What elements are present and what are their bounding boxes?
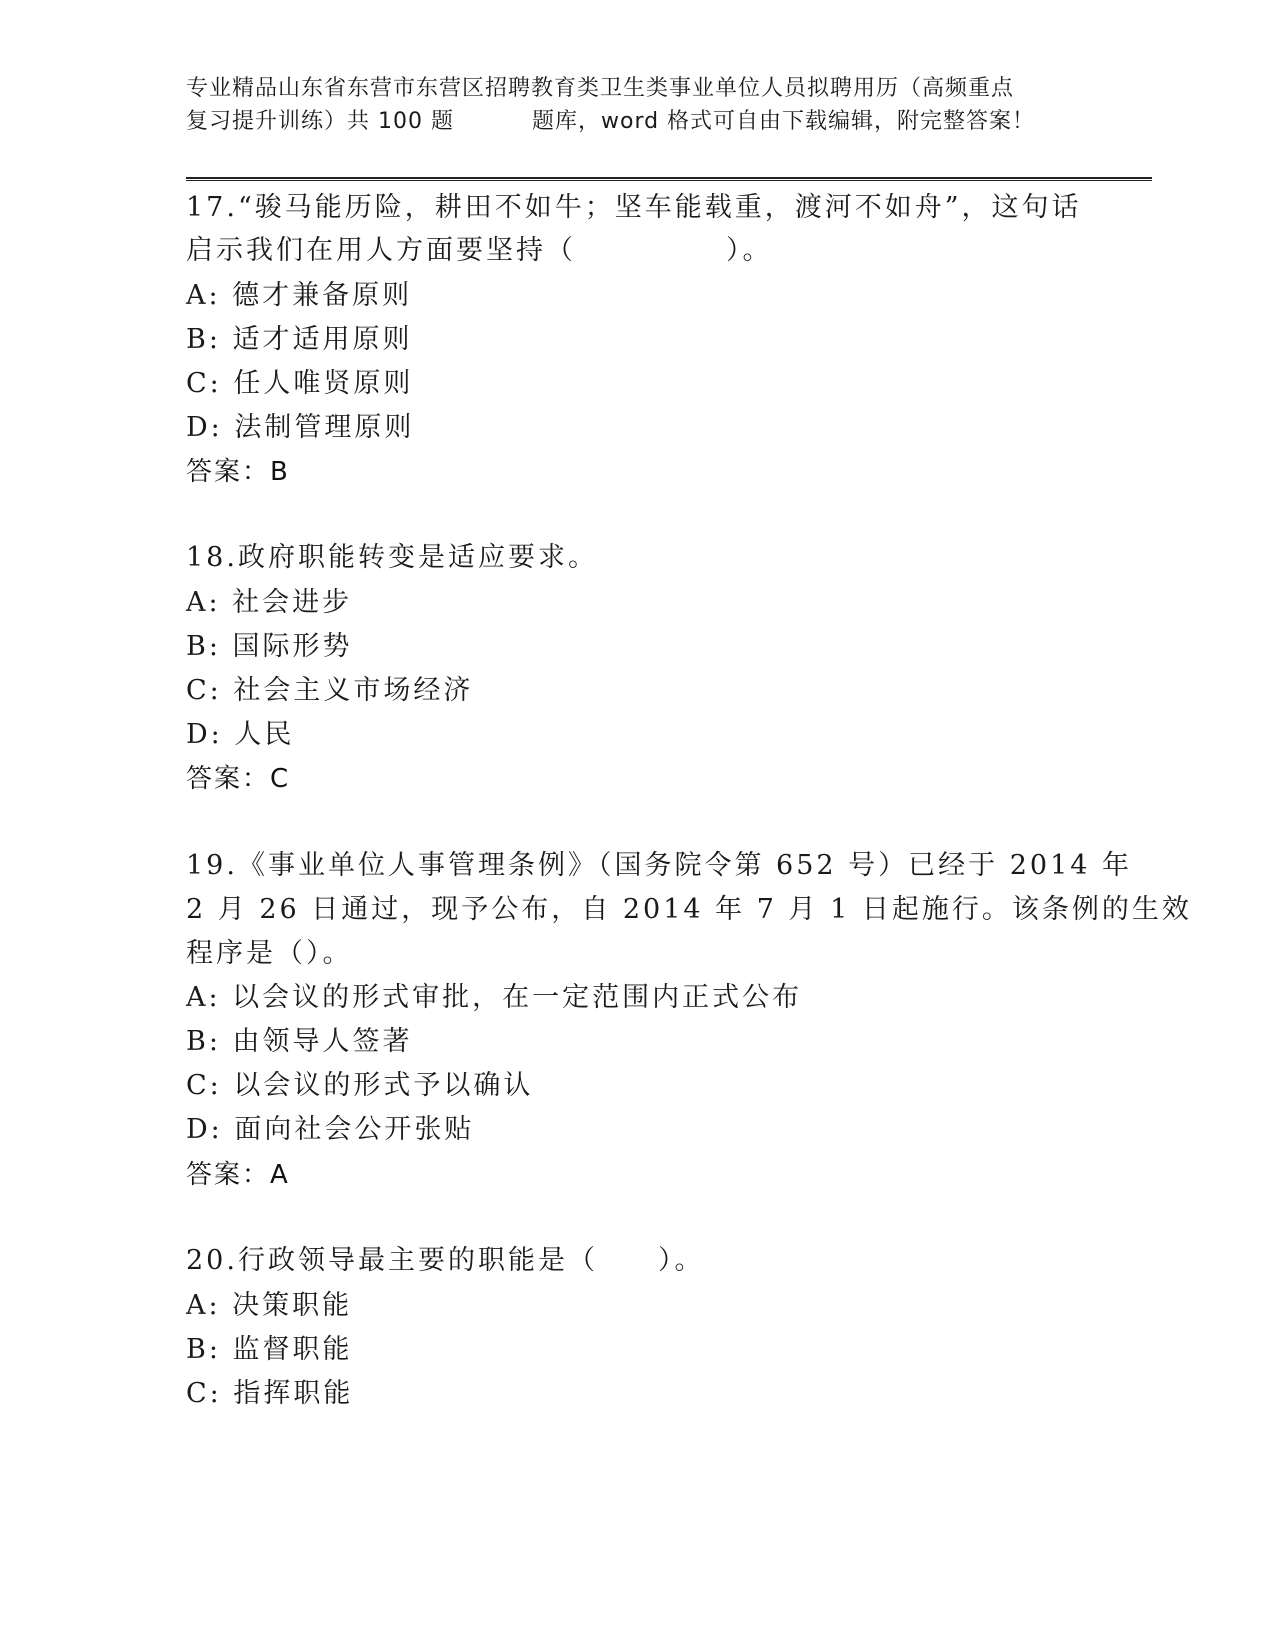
header-title-line-1: 专业精品山东省东营市东营区招聘教育类卫生类事业单位人员拟聘用历（高频重点 <box>186 76 1015 101</box>
question-18-option-b: B: 国际形势 <box>186 631 353 662</box>
question-17-stem-line-2: 启示我们在用人方面要坚持（ ）。 <box>186 235 773 266</box>
question-17-option-c: C: 任人唯贤原则 <box>186 368 414 399</box>
question-19-stem-line-2: 2 月 26 日通过，现予公布，自 2014 年 7 月 1 日起施行。该条例的生效 <box>186 894 1192 925</box>
question-19-option-c: C: 以会议的形式予以确认 <box>186 1070 534 1101</box>
question-19-option-d: D: 面向社会公开张贴 <box>186 1114 475 1145</box>
question-18-stem-line-1: 18.政府职能转变是适应要求。 <box>186 542 598 573</box>
question-17-option-a: A: 德才兼备原则 <box>186 280 413 311</box>
question-19-stem-line-3: 程序是（）。 <box>186 938 353 969</box>
question-20-option-b: B: 监督职能 <box>186 1334 353 1365</box>
question-17-answer: 答案：B <box>186 457 290 487</box>
question-19-option-a: A: 以会议的形式审批，在一定范围内正式公布 <box>186 982 803 1013</box>
question-20-stem-line-1: 20.行政领导最主要的职能是（ ）。 <box>186 1245 705 1276</box>
question-17-option-d: D: 法制管理原则 <box>186 412 415 443</box>
question-19-answer: 答案：A <box>186 1160 290 1190</box>
question-18-option-d: D: 人民 <box>186 719 295 750</box>
question-17-option-b: B: 适才适用原则 <box>186 324 413 355</box>
question-18-answer: 答案：C <box>186 764 291 794</box>
header-title-line-2-left: 复习提升训练）共 100 题 <box>186 109 454 134</box>
question-17-stem-line-1: 17.“骏马能历险，耕田不如牛；坚车能载重，渡河不如舟”，这句话 <box>186 192 1082 223</box>
question-19-stem-line-1: 19.《事业单位人事管理条例》（国务院令第 652 号）已经于 2014 年 <box>186 850 1133 881</box>
document-header <box>186 72 1086 138</box>
question-19-option-b: B: 由领导人签著 <box>186 1026 413 1057</box>
question-18-option-a: A: 社会进步 <box>186 587 353 618</box>
header-title-line-2-right: 题库，word 格式可自由下载编辑，附完整答案！ <box>531 109 1036 134</box>
question-18-option-c: C: 社会主义市场经济 <box>186 675 474 706</box>
question-20-option-c: C: 指挥职能 <box>186 1378 354 1409</box>
question-20-option-a: A: 决策职能 <box>186 1290 353 1321</box>
header-divider <box>186 177 1152 181</box>
header-title-line-2 <box>186 105 1086 138</box>
